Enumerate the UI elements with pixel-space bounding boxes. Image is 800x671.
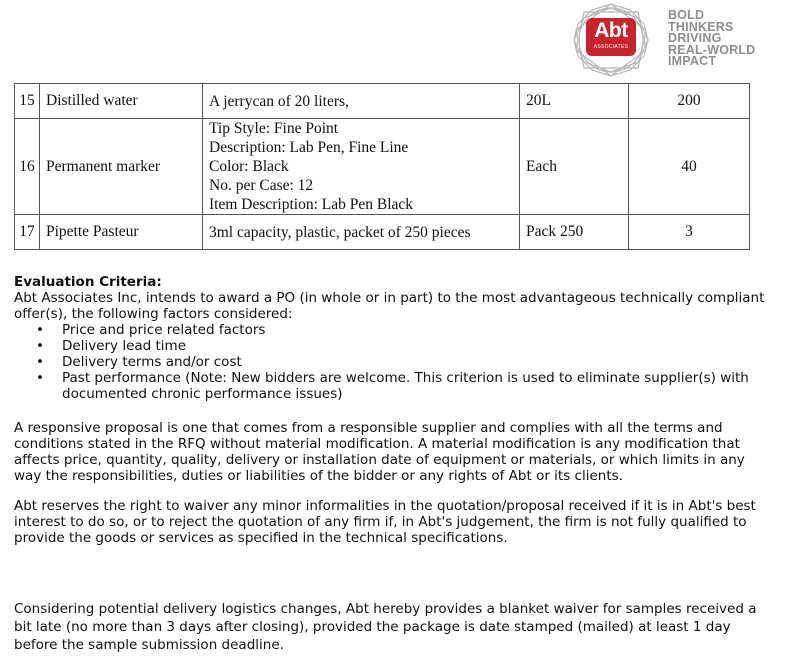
description-line: 3ml capacity, plastic, packet of 250 pieces bbox=[209, 223, 471, 241]
item-unit: Pack 250 bbox=[520, 215, 629, 250]
logo-tagline bbox=[668, 10, 798, 68]
description-line: Description: Lab Pen, Fine Line bbox=[209, 139, 409, 156]
description-line: Item Description: Lab Pen Black bbox=[209, 196, 414, 213]
evaluation-heading: Evaluation Criteria: bbox=[14, 274, 162, 290]
items-table bbox=[14, 83, 750, 250]
item-quantity: 3 bbox=[629, 215, 750, 250]
item-number: 17 bbox=[15, 215, 40, 250]
item-number: 15 bbox=[15, 84, 40, 119]
criteria-list bbox=[14, 322, 774, 402]
item-description bbox=[203, 215, 520, 250]
list-item: • Price and price related factors bbox=[62, 322, 774, 338]
item-unit: 20L bbox=[520, 84, 629, 119]
item-number: 16 bbox=[15, 119, 40, 215]
table-row bbox=[15, 215, 750, 250]
table-row bbox=[15, 84, 750, 119]
item-description bbox=[203, 84, 520, 119]
blanket-waiver-paragraph: Considering potential delivery logistics changes, Abt hereby provides a blanket waiver for samples received a bit late (no more than 3 days after closing), provided the package is date stamped (mailed) at least 1 day before the sample submission deadline. bbox=[14, 601, 757, 653]
item-description bbox=[203, 119, 520, 215]
description-line: A jerrycan of 20 liters, bbox=[209, 92, 349, 110]
evaluation-intro: Abt Associates Inc, intends to award a PO (in whole or in part) to the most advantageous technically compliant offer(s), the following factors considered: bbox=[14, 290, 765, 322]
logo-brand-text: Abt bbox=[594, 19, 628, 42]
description-line: Tip Style: Fine Point bbox=[209, 120, 339, 137]
tagline-line: REAL-WORLD bbox=[668, 42, 756, 57]
table-row bbox=[15, 119, 750, 215]
item-name: Distilled water bbox=[40, 84, 203, 119]
reserves-right-paragraph: Abt reserves the right to waiver any minor informalities in the quotation/proposal received if it is in Abt's best interest to do so, or to reject the quotation of any firm if, in Abt's judgement, the firm is not fully qualified to provide the goods or services as specified in the technical specifications. bbox=[14, 498, 756, 546]
tagline-line: THINKERS bbox=[668, 19, 734, 34]
responsive-proposal-paragraph: A responsive proposal is one that comes from a responsible supplier and complies with all the terms and conditions stated in the RFQ without material modification. A material modification is any modification that affects price, quantity, quality, delivery or installation date of equipment or materials, or which limits in any way the responsibilities, duties or liabilities of the bidder or any rights of Abt or its clients. bbox=[14, 420, 745, 484]
item-name: Permanent marker bbox=[40, 119, 203, 215]
tagline-line: DRIVING bbox=[668, 31, 722, 45]
description-line: No. per Case: 12 bbox=[209, 177, 314, 194]
tagline-line: BOLD bbox=[668, 8, 705, 22]
description-line: Color: Black bbox=[209, 158, 289, 175]
list-item: • Delivery terms and/or cost bbox=[62, 354, 774, 370]
tagline-line: IMPACT bbox=[668, 54, 717, 68]
abt-logo bbox=[568, 2, 798, 78]
item-unit: Each bbox=[520, 119, 629, 215]
list-item: • Delivery lead time bbox=[62, 338, 774, 354]
abt-logo-badge bbox=[586, 18, 636, 56]
item-name: Pipette Pasteur bbox=[40, 215, 203, 250]
evaluation-criteria-section bbox=[14, 274, 774, 402]
item-quantity: 200 bbox=[629, 84, 750, 119]
list-item: • Past performance (Note: New bidders are welcome. This criterion is used to eliminate supplier(s) with documented chronic performance issues) bbox=[62, 370, 774, 402]
item-quantity: 40 bbox=[629, 119, 750, 215]
logo-subtext: ASSOCIATES bbox=[593, 44, 629, 50]
